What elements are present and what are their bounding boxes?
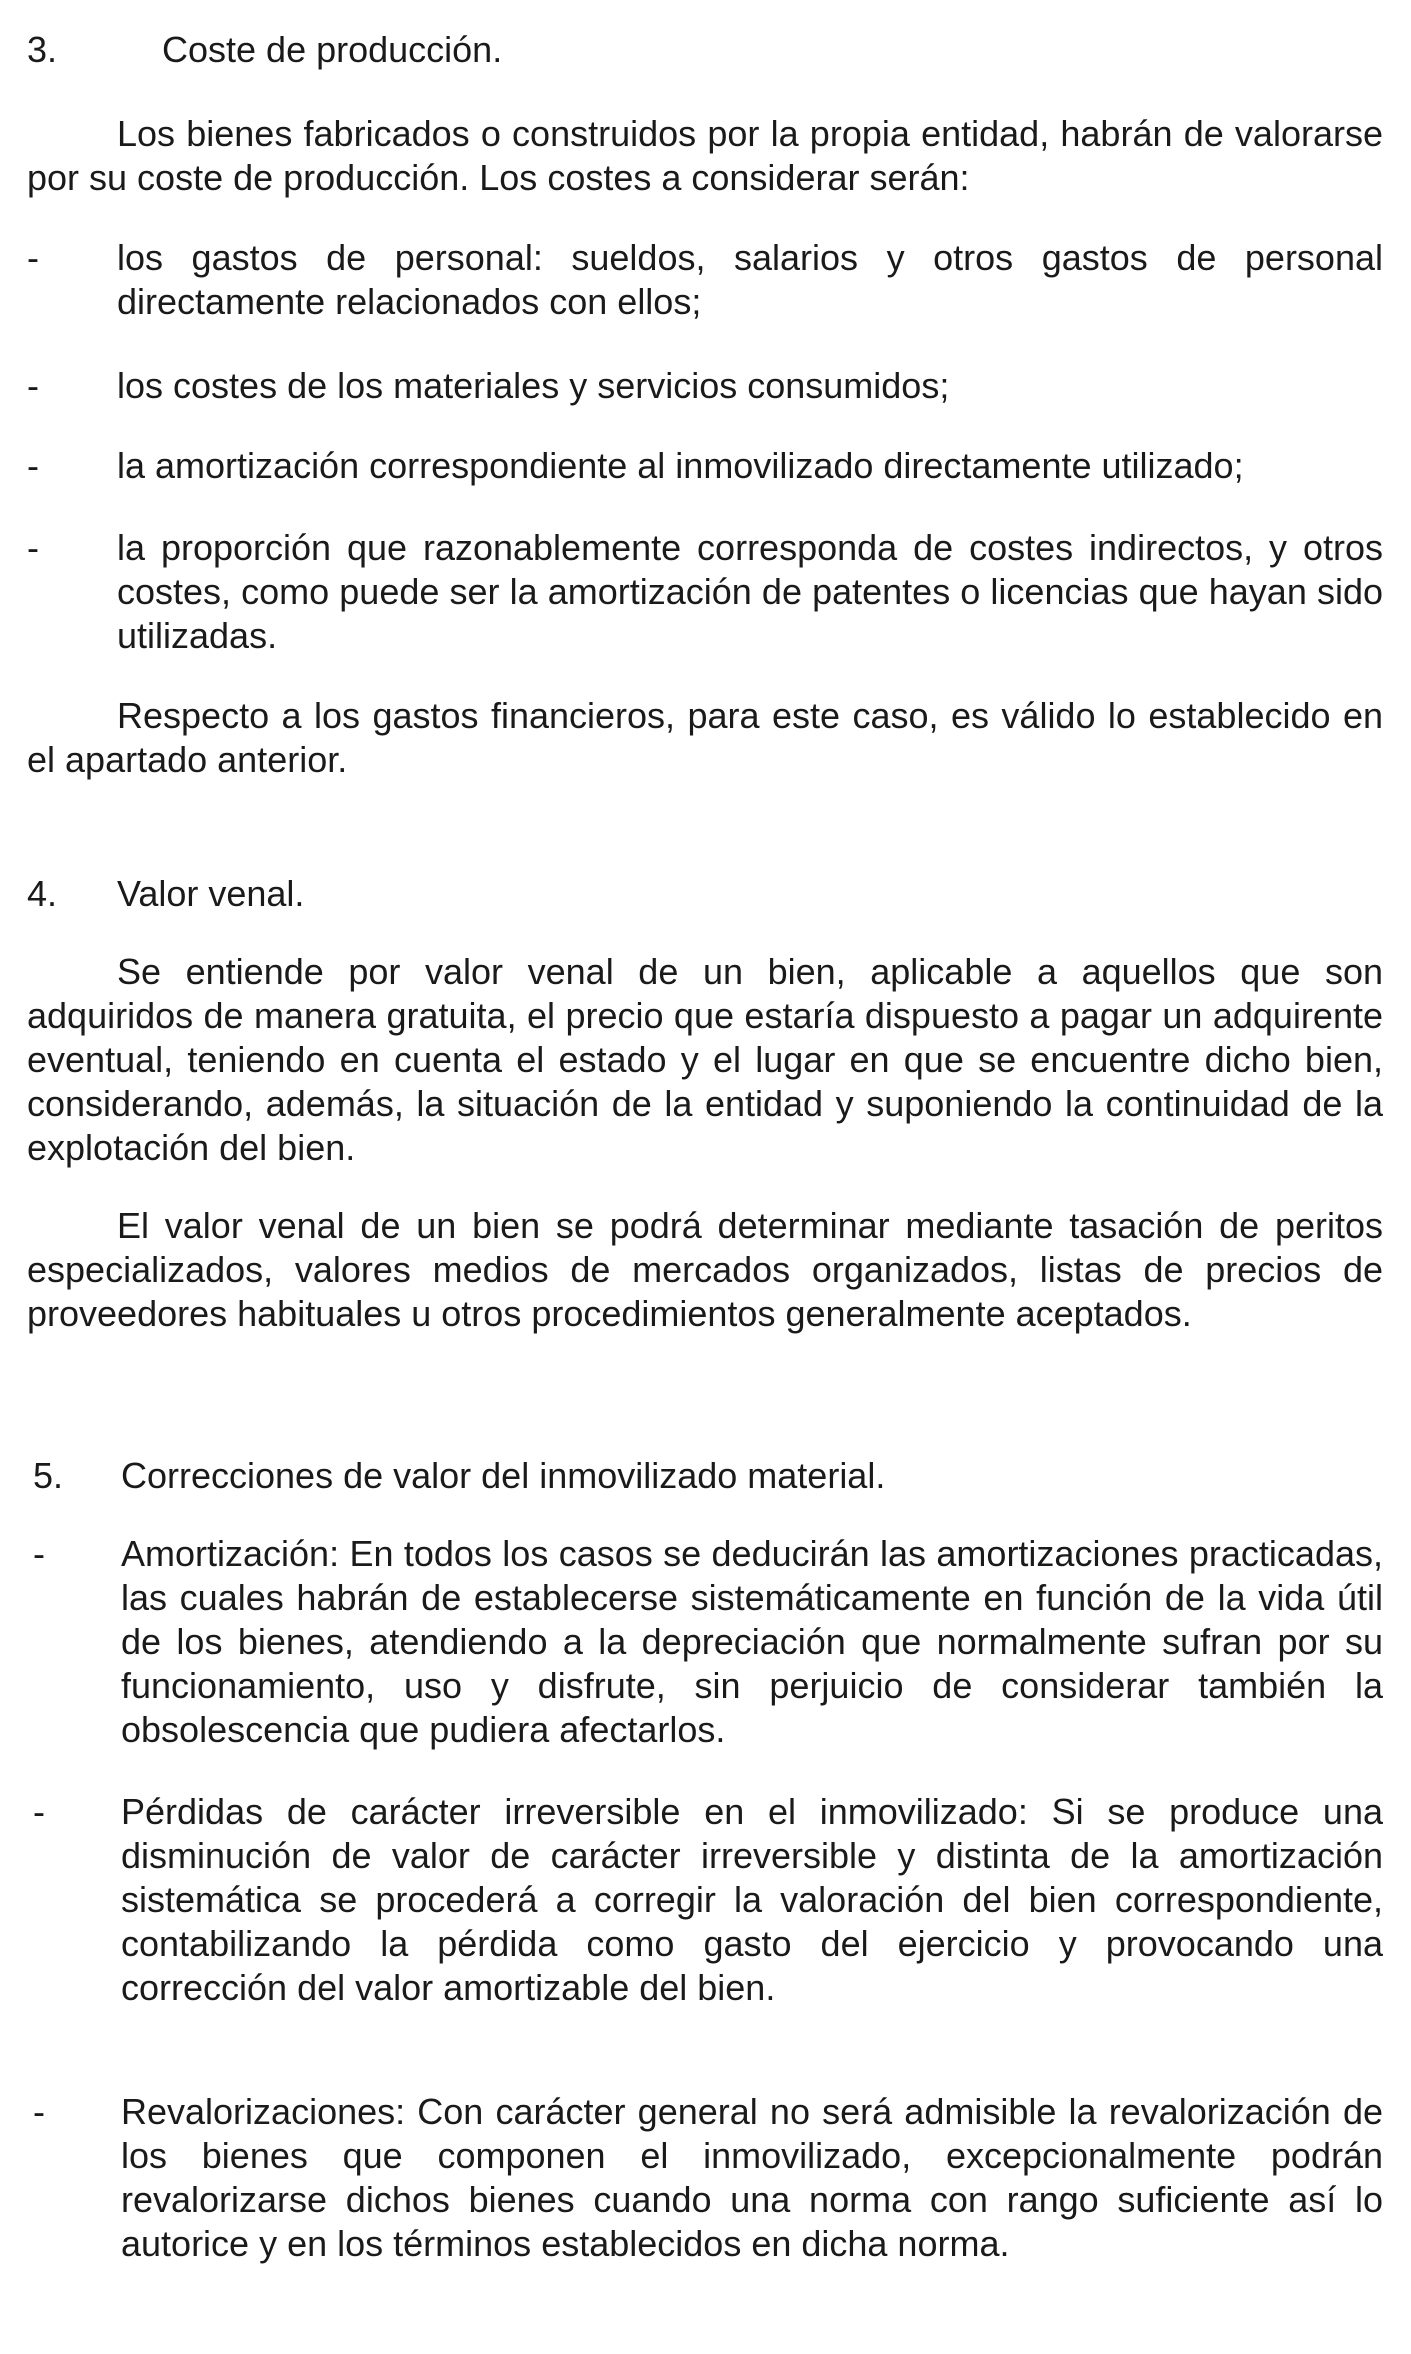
section-4-heading (27, 872, 627, 916)
section-3-item-1 (27, 236, 1383, 326)
section-5-item-2 (33, 1790, 1383, 2014)
section-5-number: 5. (33, 1455, 64, 1496)
section-5-item-1 (33, 1532, 1383, 1756)
section-3-item-2 (27, 364, 1383, 408)
bullet-dash: - (27, 527, 39, 568)
section-3-item-2-text: los costes de los materiales y servicios consumidos; (117, 365, 950, 406)
section-4-paragraph-2: El valor venal de un bien se podrá determinar mediante tasación de peritos especializados, valores medios de mercados organizados, listas de precios de proveedores habituales u otros procedimientos generalmente aceptados. (27, 1205, 1383, 1334)
section-5-item-3 (33, 2090, 1383, 2314)
section-3-title: Coste de producción. (162, 29, 503, 70)
section-3-heading (27, 28, 627, 72)
section-3-item-1-text: los gastos de personal: sueldos, salarios y otros gastos de personal directamente relacionados con ellos; (117, 237, 1383, 322)
section-5-title: Correcciones de valor del inmovilizado material. (121, 1455, 886, 1496)
section-3-closing: Respecto a los gastos financieros, para este caso, es válido lo establecido en el apartado anterior. (27, 695, 1383, 780)
section-5-item-1-text: Amortización: En todos los casos se deducirán las amortizaciones practicadas, las cuales habrán de establecerse sistemáticamente en función de la vida útil de los bienes, atendiendo a la depreciación que normalmente sufran por su funcionamiento, uso y disfrute, sin perjuicio de considerar también la obsolescencia que pudiera afectarlos. (121, 1533, 1383, 1750)
bullet-dash: - (27, 237, 39, 278)
section-3-intro: Los bienes fabricados o construidos por la propia entidad, habrán de valorarse por su coste de producción. Los costes a considerar serán: (27, 113, 1383, 198)
section-3-item-3-text: la amortización correspondiente al inmovilizado directamente utilizado; (117, 445, 1244, 486)
section-4-paragraph-1: Se entiende por valor venal de un bien, aplicable a aquellos que son adquiridos de manera gratuita, el precio que estaría dispuesto a pagar un adquirente eventual, teniendo en cuenta el estado y el lugar en que se encuentre dicho bien, considerando, además, la situación de la entidad y suponiendo la continuidad de la explotación del bien. (27, 951, 1383, 1168)
section-3-number: 3. (27, 29, 58, 70)
bullet-dash: - (27, 365, 39, 406)
section-4-number: 4. (27, 873, 58, 914)
bullet-dash: - (27, 445, 39, 486)
section-3-item-3 (27, 444, 1383, 488)
bullet-dash: - (33, 1533, 45, 1574)
bullet-dash: - (33, 1791, 45, 1832)
section-5-item-2-text: Pérdidas de carácter irreversible en el inmovilizado: Si se produce una disminución de valor de carácter irreversible y distinta de la amortización sistemática se procederá a corregir la valoración del bien correspondiente, contabilizando la pérdida como gasto del ejercicio y provocando una corrección del valor amortizable del bien. (121, 1791, 1383, 2008)
section-5-item-3-text: Revalorizaciones: Con carácter general no será admisible la revalorización de los bienes que componen el inmovilizado, excepcionalmente podrán revalorizarse dichos bienes cuando una norma con rango suficiente así lo autorice y en los términos establecidos en dicha norma. (121, 2091, 1383, 2264)
section-4-title: Valor venal. (117, 873, 305, 914)
section-3-item-4-text: la proporción que razonablemente corresponda de costes indirectos, y otros costes, como puede ser la amortización de patentes o licencias que hayan sido utilizadas. (117, 527, 1383, 656)
bullet-dash: - (33, 2091, 45, 2132)
section-5-heading (33, 1454, 1033, 1498)
section-3-item-4 (27, 526, 1383, 660)
